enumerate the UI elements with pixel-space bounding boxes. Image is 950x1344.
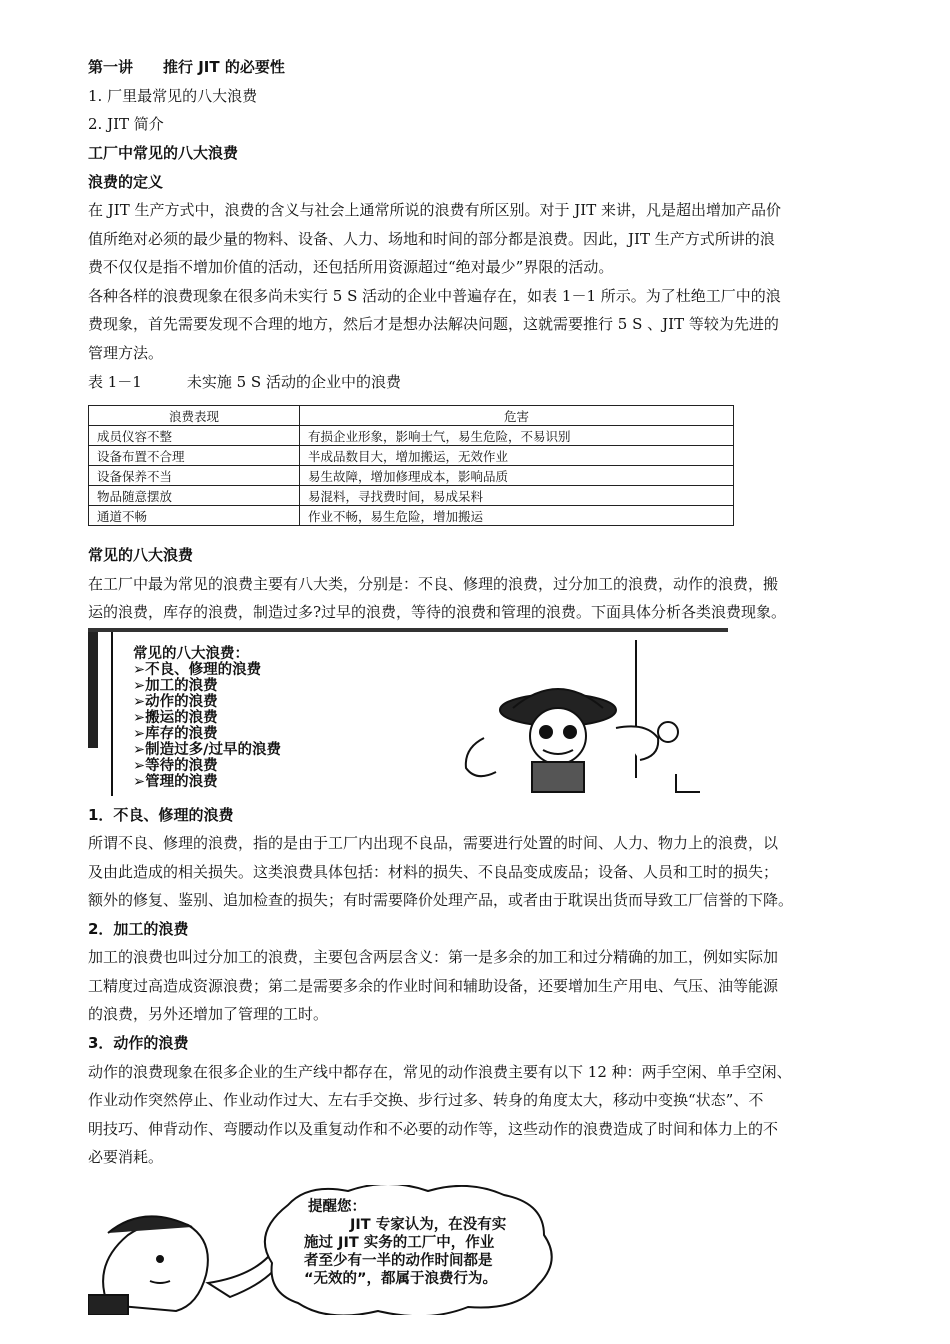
figure-item: ➢加工的浪费	[133, 678, 218, 694]
table-cell: 设备布置不合理	[89, 446, 300, 466]
reminder-line: 者至少有一半的动作时间都是	[304, 1253, 493, 1269]
waste1-para-line2: 及由此造成的相关损失。这类浪费具体包括：材料的损失、不良品变成废品；设备、人员和工时的损失；	[88, 863, 779, 881]
table-cell: 设备保养不当	[89, 466, 300, 486]
table-cell: 有损企业形象，影响士气，易生危险，不易识别	[300, 426, 734, 446]
waste2-heading: 2．加工的浪费	[88, 920, 189, 938]
waste2-para-line1: 加工的浪费也叫过分加工的浪费，主要包含两层含义：第一是多余的加工和过分精确的加工，例如实际加	[88, 948, 779, 966]
lecture-title: 第一讲 推行 JIT 的必要性	[88, 58, 285, 76]
table-header-row	[89, 406, 734, 426]
figure-title: 常见的八大浪费：	[133, 646, 249, 662]
table-row	[89, 446, 734, 466]
waste2-para-line3: 的浪费，另外还增加了管理的工时。	[88, 1005, 329, 1023]
waste2-para-line2: 工精度过高造成资源浪费；第二是需要多余的作业时间和辅助设备，还要增加生产用电、气压、油等能源	[88, 977, 779, 995]
table-cell: 成员仪容不整	[89, 426, 300, 446]
eight-wastes-figure	[88, 628, 728, 796]
eight-wastes-heading: 常见的八大浪费	[88, 546, 194, 564]
definition-para2-line1: 各种各样的浪费现象在很多尚未实行 5 S 活动的企业中普遍存在，如表 1－1 所示。为了杜绝工厂中的浪	[88, 287, 781, 305]
waste3-para-line2: 作业动作突然停止、作业动作过大、左右手交换、步行过多、转身的角度太大，移动中变换“状态”、不	[88, 1091, 764, 1109]
definition-para1-line2: 值所绝对必须的最少量的物料、设备、人力、场地和时间的部分都是浪费。因此，JIT 生产方式所讲的浪	[88, 230, 775, 248]
table-cell: 易生故障，增加修理成本，影响品质	[300, 466, 734, 486]
figure-item: ➢库存的浪费	[133, 726, 218, 742]
table-header-cell: 危害	[300, 406, 734, 426]
table-row	[89, 466, 734, 486]
table-cell: 通道不畅	[89, 506, 300, 526]
table-row	[89, 486, 734, 506]
waste3-para-line4: 必要消耗。	[88, 1148, 164, 1166]
reminder-line: JIT 专家认为，在没有实	[350, 1217, 507, 1233]
table-cell: 易混料，寻找费时间，易成呆料	[300, 486, 734, 506]
table-cell: 半成品数目大，增加搬运，无效作业	[300, 446, 734, 466]
table-header-cell: 浪费表现	[89, 406, 300, 426]
waste1-para-line3: 额外的修复、鉴别、追加检查的损失；有时需要降价处理产品，或者由于耽误出货而导致工厂信誉的下降。	[88, 891, 794, 909]
section-heading-main: 工厂中常见的八大浪费	[88, 144, 239, 162]
definition-para1-line1: 在 JIT 生产方式中，浪费的含义与社会上通常所说的浪费有所区别。对于 JIT 来讲，凡是超出增加产品价	[88, 201, 781, 219]
toc-item-2: 2. JIT 简介	[88, 115, 164, 133]
definition-para2-line2: 费现象，首先需要发现不合理的地方，然后才是想办法解决问题，这就需要推行 5 S 、JIT 等较为先进的	[88, 315, 779, 333]
waste3-para-line3: 明技巧、伸背动作、弯腰动作以及重复动作和不必要的动作等，这些动作的浪费造成了时间和体力上的不	[88, 1120, 779, 1138]
reminder-line: 提醒您：	[308, 1199, 366, 1215]
waste3-para-line1: 动作的浪费现象在很多企业的生产线中都存在，常见的动作浪费主要有以下 12 种：两手空闲、单手空闲、	[88, 1063, 792, 1081]
figure-item: ➢制造过多/过早的浪费	[133, 742, 281, 758]
waste1-heading: 1．不良、修理的浪费	[88, 806, 234, 824]
reminder-line: “无效的”，都属于浪费行为。	[304, 1271, 498, 1287]
table-row	[89, 506, 734, 526]
waste3-heading: 3．动作的浪费	[88, 1034, 189, 1052]
table-cell: 作业不畅，易生危险，增加搬运	[300, 506, 734, 526]
waste-table	[88, 405, 734, 526]
reminder-figure	[88, 1185, 628, 1315]
eight-wastes-para-line2: 运的浪费，库存的浪费，制造过多?过早的浪费，等待的浪费和管理的浪费。下面具体分析各类浪费现象。	[88, 603, 787, 621]
table-row	[89, 426, 734, 446]
figure-item: ➢管理的浪费	[133, 774, 218, 790]
toc-item-1: 1. 厂里最常见的八大浪费	[88, 87, 258, 105]
definition-para2-line3: 管理方法。	[88, 344, 164, 362]
definition-heading: 浪费的定义	[88, 173, 164, 191]
figure-item: ➢等待的浪费	[133, 758, 218, 774]
waste1-para-line1: 所谓不良、修理的浪费，指的是由于工厂内出现不良品，需要进行处置的时间、人力、物力上的浪费，以	[88, 834, 779, 852]
definition-para1-line3: 费不仅仅是指不增加价值的活动，还包括所用资源超过“绝对最少”界限的活动。	[88, 258, 614, 276]
reminder-line: 施过 JIT 实务的工厂中，作业	[304, 1235, 495, 1251]
thinking-man-icon	[88, 1216, 280, 1315]
eight-wastes-para-line1: 在工厂中最为常见的浪费主要有八大类，分别是：不良、修理的浪费，过分加工的浪费，动作的浪费，搬	[88, 575, 779, 593]
table-caption: 表 1－1 未实施 5 S 活动的企业中的浪费	[88, 373, 401, 391]
figure-item: ➢动作的浪费	[133, 694, 218, 710]
table-cell: 物品随意摆放	[89, 486, 300, 506]
figure-item: ➢不良、修理的浪费	[133, 662, 262, 678]
figure-item: ➢搬运的浪费	[133, 710, 218, 726]
